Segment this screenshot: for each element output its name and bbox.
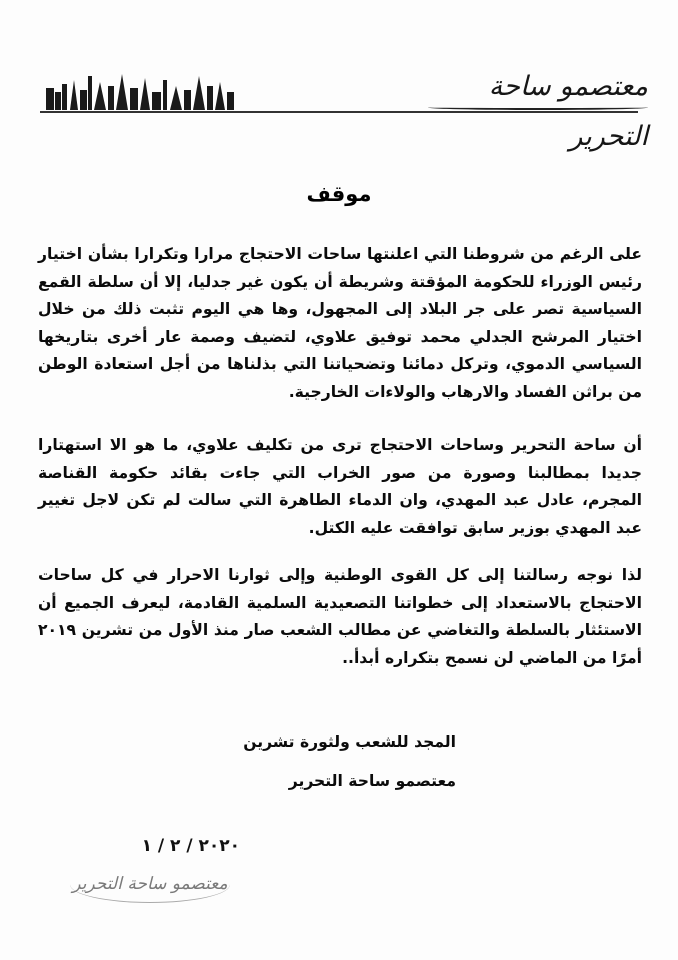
closing-signature: معتصمو ساحة التحرير: [288, 772, 456, 790]
header-divider: [40, 111, 638, 113]
header-logo-text: معتصمو ساحة التحرير: [488, 71, 648, 152]
footer-calligraphy-logo: [70, 866, 230, 903]
document-date: ٢٠٢٠ / ٢ / ١: [141, 836, 240, 856]
paragraph-2: أن ساحة التحرير وساحات الاحتجاج ترى من تكليف علاوي، ما هو الا استهتارا جديدا بمطالبنا وصورة من صور الخراب التي جاءت بقائد حكومة القناصة المجرم، عادل عبد المهدي، وان الدماء الطاهرة التي سالت لم تكن لاجل تغيير عبد المهدي بوزير سابق توافقت عليه الكتل.: [38, 436, 642, 537]
closing-slogan: المجد للشعب ولثورة تشرين: [243, 733, 456, 751]
document-title: موقف: [306, 182, 372, 206]
header-calligraphy-logo: [418, 62, 648, 152]
logo-flourish: [428, 105, 648, 110]
footer-logo-text: معتصمو ساحة التحرير: [72, 874, 228, 894]
paragraph-1: على الرغم من شروطنا التي اعلنتها ساحات الاحتجاج مرارا وتكرارا بشأن اختيار رئيس الوزراء للحكومة المؤقتة وشريطة أن يكون غير جدليا، إلا أن سلطة القمع السياسية تصر على جر البلاد إلى المجهول، وها هي اليوم تثبت ذلك من خلال اختيار المرشح الجدلي محمد توفيق علاوي، لتضيف وصمة عار أخرى بتاريخها السياسي الدموي، وتركل دمائنا وتضحياتنا التي بذلناها من أجل استعادة الوطن من براثن الفساد والارهاب والولاءات الخارجية.: [38, 245, 642, 401]
paragraph-3: لذا نوجه رسالتنا إلى كل القوى الوطنية وإلى ثوارنا الاحرار في كل ساحات الاحتجاج بالاستعداد إلى خطواتنا التصعيدية السلمية القادمة، ليعرف الجميع أن الاستئثار بالسلطة والتغاضي عن مطالب الشعب صار منذ الأول من تشرين ٢٠١٩ أمرًا من الماضي لن نسمح بتكراره أبدأ..: [38, 566, 642, 667]
protest-crowd-silhouette-icon: [44, 70, 236, 112]
